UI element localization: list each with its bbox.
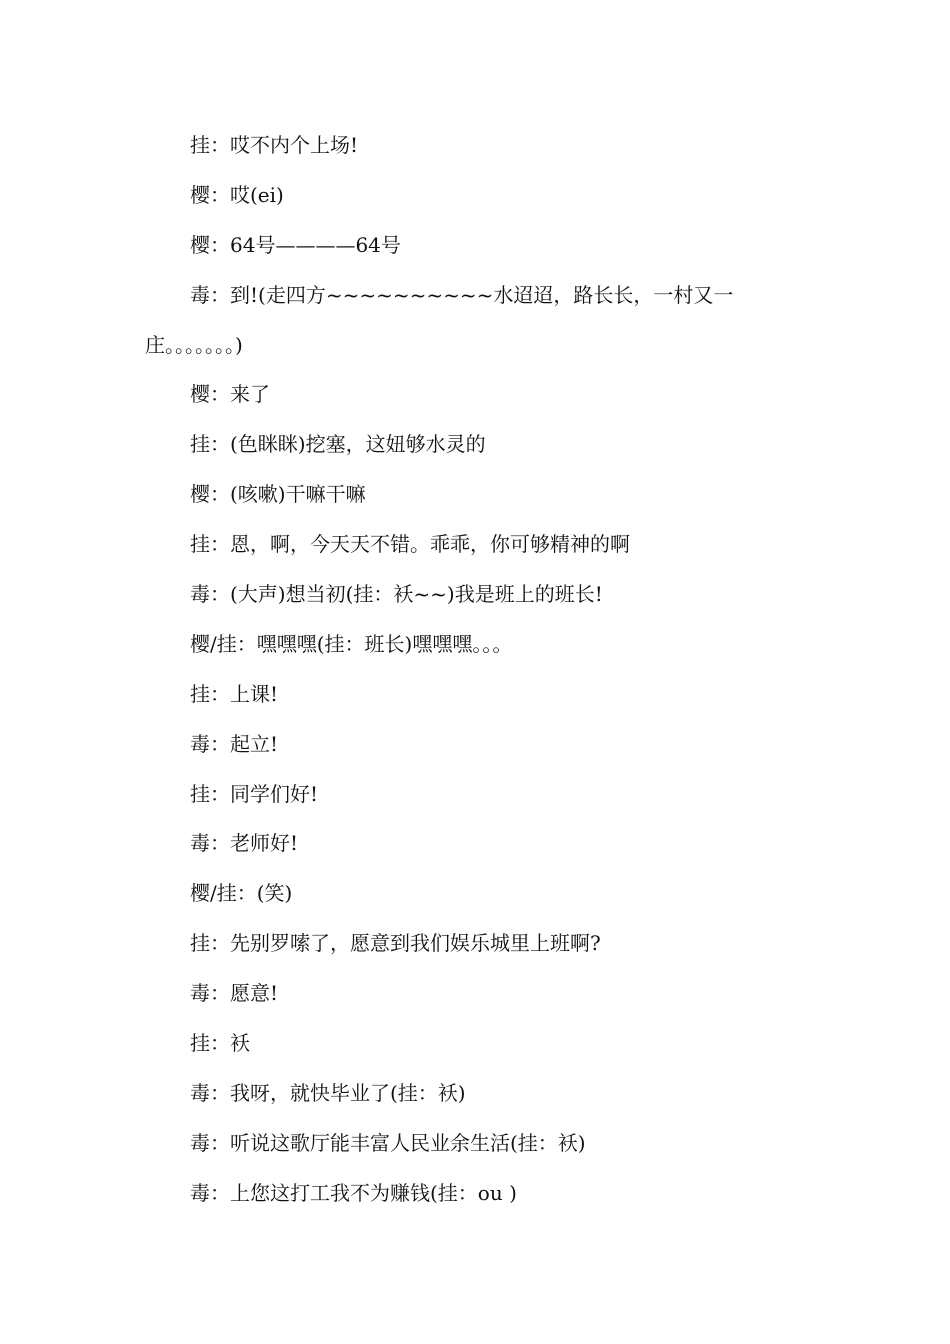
dialogue-line: 挂：先别罗嗦了，愿意到我们娱乐城里上班啊? [190,931,601,956]
dialogue-line: 毒：老师好! [190,831,299,856]
dialogue-text [145,133,735,1231]
dialogue-line: 毒：听说这歌厅能丰富人民业余生活(挂：袄) [190,1130,586,1155]
dialogue-line: 樱：64号————64号 [190,232,401,257]
dialogue-line: 毒：愿意! [190,981,279,1006]
dialogue-line: 毒：(大声)想当初(挂：袄~~)我是班上的班长! [190,582,603,607]
dialogue-line: 樱：哎(ei) [190,182,284,207]
dialogue-line: 挂：(色眯眯)挖塞，这妞够水灵的 [190,432,486,457]
dialogue-line: 樱/挂：(笑) [190,881,293,906]
dialogue-line: 挂：袄 [190,1031,250,1056]
dialogue-line: 樱：(咳嗽)干嘛干嘛 [190,482,366,507]
dialogue-line-continuation: 庄。。。。。。。) [145,332,243,357]
dialogue-line: 樱/挂：嘿嘿嘿(挂：班长)嘿嘿嘿。。。 [190,631,513,656]
dialogue-line: 毒：我呀，就快毕业了(挂：袄) [190,1080,466,1105]
dialogue-line: 樱：来了 [190,382,270,407]
dialogue-line: 挂：哎不内个上场! [190,133,359,157]
dialogue-line: 挂：恩，啊，今天天不错。乖乖，你可够精神的啊 [190,532,630,557]
dialogue-line: 毒：起立! [190,731,279,756]
dialogue-line: 挂：同学们好! [190,781,319,806]
dialogue-line: 毒：到!(走四方~~~~~~~~~~水迢迢，路长长，一村又一 [190,282,734,307]
dialogue-line: 毒：上您这打工我不为赚钱(挂：ou ) [190,1180,517,1205]
dialogue-line: 挂：上课! [190,681,279,706]
